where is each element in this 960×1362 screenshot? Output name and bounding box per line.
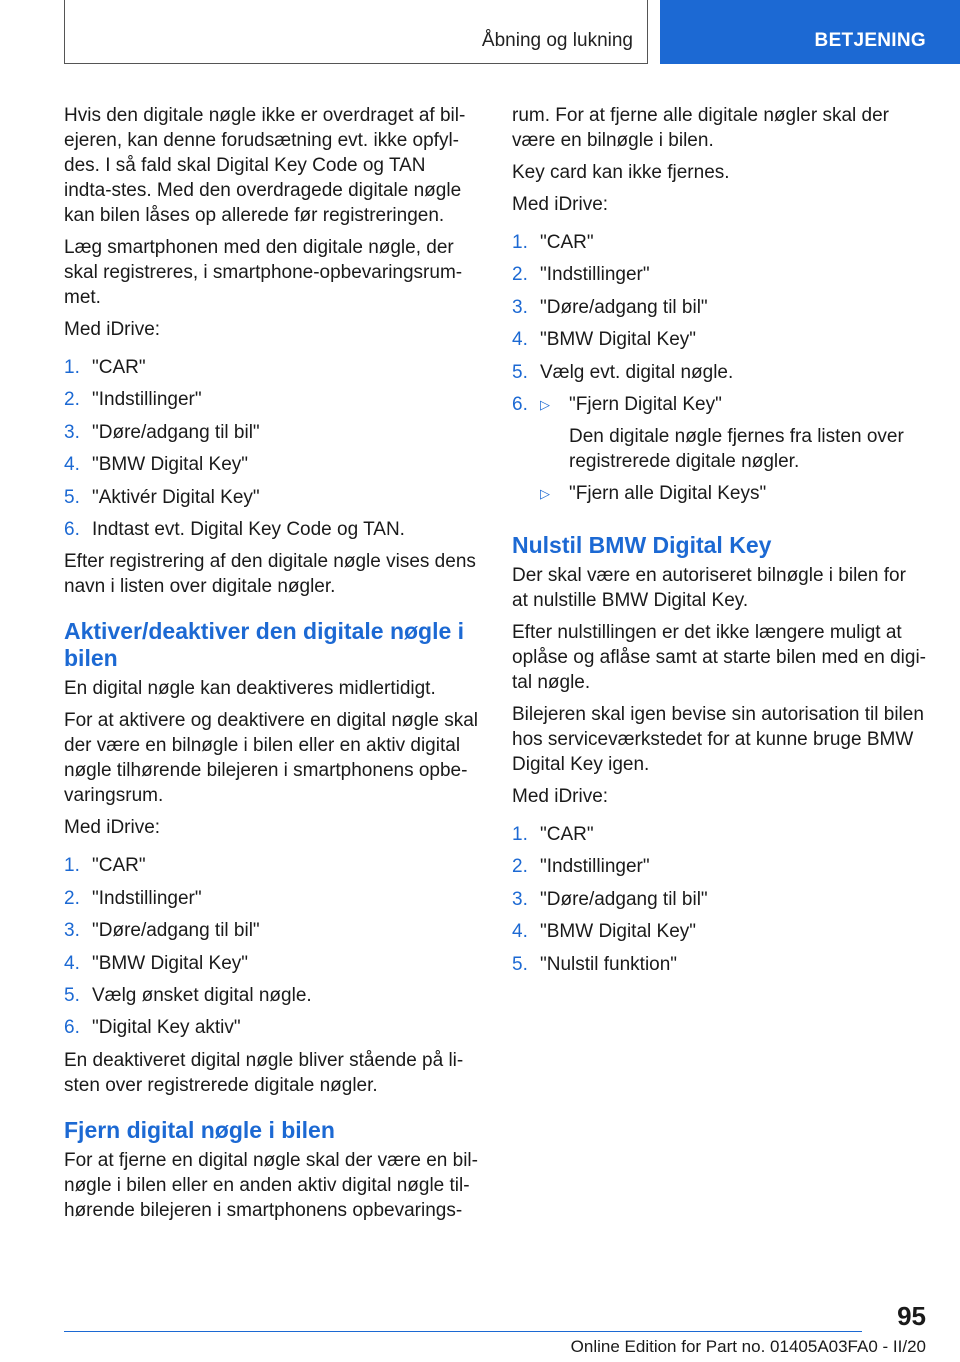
- list-item: [64, 387, 478, 412]
- step-text: "Digital Key aktiv": [92, 1017, 241, 1039]
- paragraph: Der skal være en autoriseret bilnøgle i bilen for at nulstille BMW Digital Key.: [512, 564, 906, 611]
- section-heading: Nulstil BMW Digital Key: [512, 531, 772, 558]
- step-number: 2.: [64, 389, 80, 411]
- step-text: "Indstillinger": [92, 389, 202, 411]
- step-number: 2.: [512, 264, 528, 286]
- list-item: [512, 392, 926, 513]
- sub-option: [540, 392, 926, 417]
- header-section-title: Åbning og lukning: [481, 30, 633, 51]
- list-item: [64, 517, 478, 542]
- list-item: [64, 452, 478, 477]
- step-text: "Indstillinger": [540, 264, 650, 286]
- sub-option-text: "Fjern Digital Key": [569, 393, 722, 415]
- step-text: "CAR": [540, 232, 594, 253]
- step-text: "Døre/adgang til bil": [540, 296, 708, 318]
- step-number: 5.: [64, 486, 80, 508]
- step-number: 3.: [64, 920, 80, 942]
- step-number: 6.: [64, 518, 80, 540]
- step-number: 2.: [512, 856, 528, 878]
- step-number: 1.: [512, 232, 528, 253]
- paragraph: Med iDrive:: [512, 194, 609, 215]
- step-text: "Indstillinger": [92, 887, 202, 909]
- step-number: 4.: [64, 454, 80, 476]
- paragraph: Key card kan ikke fjernes.: [512, 162, 730, 183]
- paragraph: For at fjerne en digital nøgle skal der være en bil‐nøgle i bilen eller en anden aktiv digital nøgle til‐hørende bilejeren i smartphonens opbevarings‐: [64, 1149, 478, 1221]
- idrive-steps-register: [64, 355, 478, 542]
- header-section-box: [64, 0, 648, 64]
- step-text: "Døre/adgang til bil": [92, 920, 260, 942]
- list-item: [512, 887, 926, 912]
- step-number: 4.: [512, 921, 528, 943]
- list-item: [512, 822, 926, 847]
- sub-option-note: Den digitale nøgle fjernes fra listen over registrerede digitale nøgler.: [569, 425, 904, 472]
- paragraph: Med iDrive:: [64, 319, 161, 340]
- step-text: "CAR": [92, 855, 146, 877]
- paragraph: Bilejeren skal igen bevise sin autorisation til bilen hos serviceværkstedet for at kunne bruge BMW Digital Key igen.: [512, 703, 924, 775]
- header-chapter-box: [660, 0, 960, 64]
- paragraph: Med iDrive:: [512, 785, 609, 807]
- step-text: "CAR": [540, 823, 594, 845]
- list-item: [512, 854, 926, 879]
- list-item: [64, 355, 478, 380]
- step-text: "Nulstil funktion": [540, 953, 678, 975]
- step-text: "Indstillinger": [540, 856, 650, 878]
- sub-option-text: "Fjern alle Digital Keys": [569, 482, 767, 504]
- list-item: [512, 360, 926, 385]
- list-item: [64, 485, 478, 510]
- step-number: 2.: [64, 887, 80, 909]
- idrive-steps-activate: [64, 853, 478, 1040]
- paragraph: Efter registrering af den digitale nøgle vises dens navn i listen over digitale nøgler.: [64, 551, 476, 598]
- list-item: [512, 327, 926, 352]
- page-number: 95: [897, 1301, 926, 1331]
- paragraph: Hvis den digitale nøgle ikke er overdraget af bil‐ejeren, kan denne forudsætning evt. ikke opfyl‐des. I så fald skal Digital Key Code og TAN indta‐stes. Med den overdragede digitale nøgle kan bilen låses op allerede før registreringen.: [64, 105, 466, 226]
- step-text: Indtast evt. Digital Key Code og TAN.: [92, 518, 405, 540]
- step-text: "Døre/adgang til bil": [540, 888, 708, 910]
- footer-edition: Online Edition for Part no. 01405A03FA0 - II/20: [570, 1337, 926, 1356]
- step-text: "BMW Digital Key": [92, 454, 249, 476]
- step-number: 5.: [64, 984, 80, 1006]
- sub-option: [540, 481, 926, 506]
- step-number: 6.: [512, 393, 528, 415]
- paragraph: Efter nulstillingen er det ikke længere muligt at oplåse og aflåse samt at starte bilen med en digi‐tal nøgle.: [512, 621, 927, 693]
- list-item: [64, 420, 478, 445]
- step-text: "BMW Digital Key": [540, 921, 697, 943]
- left-column: [64, 103, 478, 1230]
- step-text: Vælg evt. digital nøgle.: [540, 361, 734, 383]
- triangle-right-icon: ▷: [540, 396, 550, 412]
- step-text: Vælg ønsket digital nøgle.: [92, 984, 312, 1006]
- paragraph: En deaktiveret digital nøgle bliver stående på li‐sten over registrerede digitale nøgler.: [64, 1049, 464, 1096]
- step-number: 5.: [512, 953, 528, 975]
- step-text: "CAR": [92, 357, 146, 378]
- list-item: [64, 886, 478, 911]
- step-number: 6.: [64, 1017, 80, 1039]
- paragraph: En digital nøgle kan deaktiveres midlertidigt.: [64, 678, 436, 700]
- section-heading: Aktiver/deaktiver den digitale nøgle i bilen: [64, 618, 465, 672]
- step-number: 3.: [64, 421, 80, 443]
- step-text: "Døre/adgang til bil": [92, 421, 260, 443]
- paragraph: For at aktivere og deaktivere en digital nøgle skal der være en bilnøgle i bilen eller en aktiv digital nøgle tilhørende bilejeren i smartphonens opbe‐varingsrum.: [64, 710, 478, 807]
- step-number: 1.: [64, 357, 80, 378]
- footer-divider: [64, 1331, 862, 1332]
- paragraph: Med iDrive:: [64, 817, 161, 839]
- triangle-right-icon: ▷: [540, 485, 550, 501]
- list-item: [512, 230, 926, 255]
- sub-options: [540, 392, 926, 513]
- section-heading: Fjern digital nøgle i bilen: [64, 1116, 335, 1143]
- list-item: [64, 918, 478, 943]
- list-item: [64, 951, 478, 976]
- list-item: [64, 983, 478, 1008]
- idrive-steps-reset: [512, 822, 926, 977]
- step-number: 4.: [512, 329, 528, 351]
- list-item: [512, 262, 926, 287]
- step-number: 3.: [512, 888, 528, 910]
- list-item: [512, 919, 926, 944]
- header-chapter-title: BETJENING: [814, 30, 926, 51]
- step-text: "BMW Digital Key": [540, 329, 697, 351]
- paragraph: Læg smartphonen med den digitale nøgle, der skal registreres, i smartphone-opbevaringsrum‐met.: [64, 237, 463, 308]
- right-column: [512, 103, 926, 984]
- step-number: 3.: [512, 296, 528, 318]
- step-number: 1.: [64, 855, 80, 877]
- list-item: [512, 952, 926, 977]
- step-text: "Aktivér Digital Key": [92, 486, 260, 508]
- idrive-steps-remove: [512, 230, 926, 513]
- step-text: "BMW Digital Key": [92, 952, 249, 974]
- step-number: 1.: [512, 823, 528, 845]
- list-item: [512, 295, 926, 320]
- step-number: 5.: [512, 361, 528, 383]
- step-number: 4.: [64, 952, 80, 974]
- list-item: [64, 853, 478, 878]
- paragraph: rum. For at fjerne alle digitale nøgler skal der være en bilnøgle i bilen.: [512, 105, 889, 151]
- list-item: [64, 1015, 478, 1040]
